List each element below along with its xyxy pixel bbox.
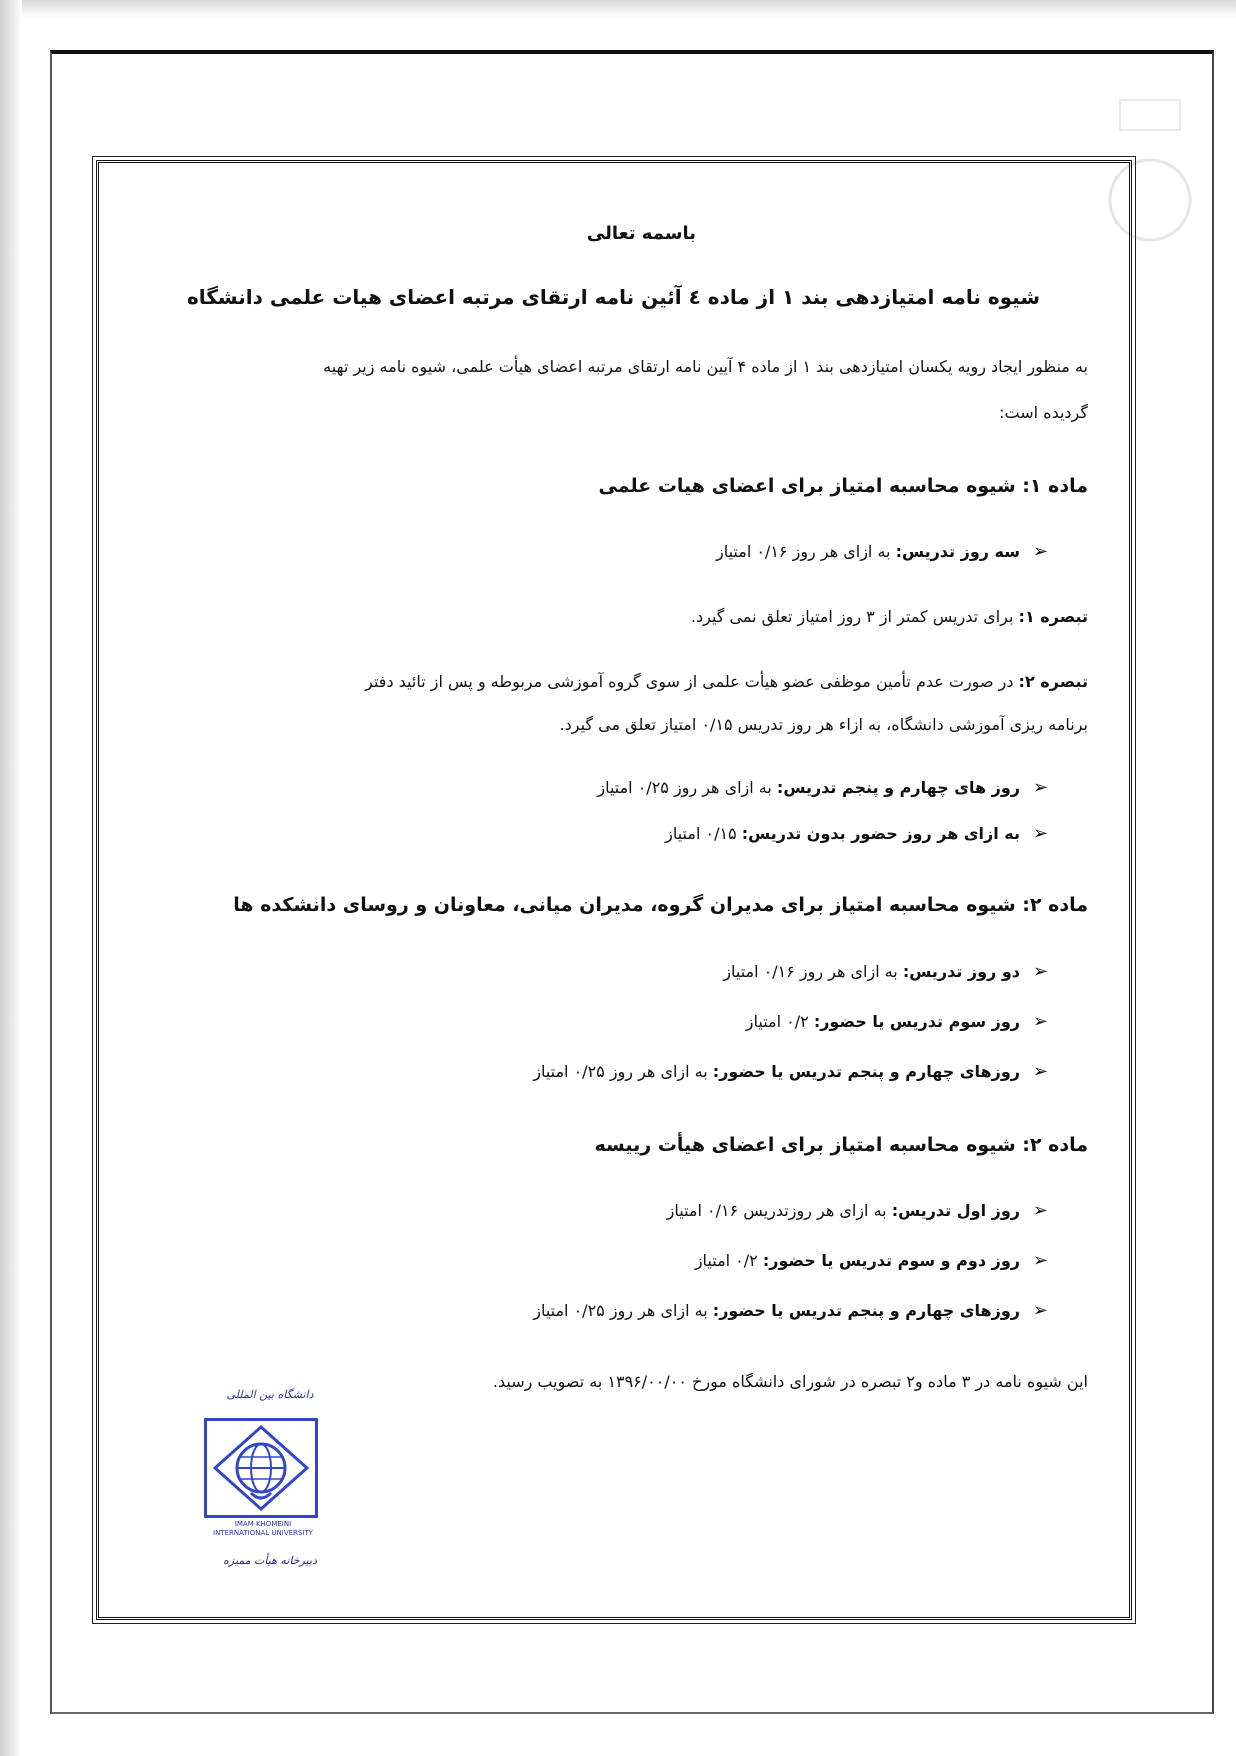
note-label: تبصره ۱: [1018,607,1088,626]
article-1-note-1 [691,605,1088,629]
bullet-text: ۰/۲ امتیاز [694,1251,763,1270]
arrow-bullet-icon: ➢ [1032,1300,1048,1321]
bullet-text: به ازای هر روزتدریس ۰/۱۶ امتیاز [666,1201,892,1220]
bullet-label: روز های چهارم و پنجم تدریس: [776,778,1020,797]
bullet-label: روزهای چهارم و پنجم تدریس یا حضور: [712,1301,1020,1320]
article-3-bullet-1 [667,1199,1048,1223]
article-1-note-2-line-2: برنامه ریزی آموزشی دانشگاه، به ازاء هر روز تدریس ۰/۱۵ امتیاز تعلق می گیرد. [559,715,1088,734]
article-2-bullet-2 [746,1010,1048,1034]
bismillah: باسمه تعالی [586,223,696,244]
document-title: شیوه نامه امتیازدهی بند ۱ از ماده ٤ آئین نامه ارتقای مرتبه اعضای هیات علمی دانشگاه [186,285,1040,309]
university-stamp [200,1380,340,1580]
article-1-bullet-3 [665,822,1048,846]
article-3-bullet-3 [533,1299,1048,1323]
article-2-bullet-1 [723,960,1048,984]
article-2-heading: ماده ۲: شیوه محاسبه امتیاز برای مدیران گروه، مدیران میانی، معاونان و روسای دانشکده ها [233,894,1088,916]
bullet-label: روز دوم و سوم تدریس یا حضور: [762,1251,1020,1270]
article-1-heading: ماده ۱: شیوه محاسبه امتیاز برای اعضای هیات علمی [598,475,1088,497]
note-text: برای تدریس کمتر از ۳ روز امتیاز تعلق نمی گیرد. [690,607,1019,626]
article-3-bullet-2 [695,1249,1048,1273]
intro-line-2: گردیده است: [999,403,1088,422]
stamp-top-text: دانشگاه بین المللی [226,1388,314,1401]
stamp-bottom-text: دبیرخانه هیأت ممیزه [223,1554,317,1567]
article-1-bullet-2 [597,776,1048,800]
closing-statement: این شیوه نامه در ۳ ماده و۲ تبصره در شورای دانشگاه مورخ ۱۳۹۶/۰۰/۰۰ به تصویب رسید. [492,1372,1088,1391]
note-text: در صورت عدم تأمین موظفی عضو هیأت علمی از سوی گروه آموزشی مربوطه و پس از تائید دفتر [365,672,1019,691]
bullet-text: به ازای هر روز ۰/۱۶ امتیاز [723,962,903,981]
globe-emblem-icon [207,1421,315,1515]
article-2-bullet-3 [533,1060,1048,1084]
intro-line-1: به منظور ایجاد رویه یکسان امتیازدهی بند ۱ از ماده ۴ آیین نامه ارتقای مرتبه اعضای هیأت علمی، شیوه نامه زیر تهیه [323,357,1088,376]
arrow-bullet-icon: ➢ [1032,823,1048,844]
arrow-bullet-icon: ➢ [1032,1061,1048,1082]
bullet-label: به ازای هر روز حضور بدون تدریس: [741,824,1020,843]
stamp-en-line-1: IMAM KHOMEINI [234,1520,292,1528]
article-1-bullet-1 [716,540,1048,564]
article-3-heading: ماده ۲: شیوه محاسبه امتیاز برای اعضای هیأت رییسه [594,1134,1088,1156]
bullet-text: ۰/۱۵ امتیاز [665,824,742,843]
stamp-en-line-2: INTERNATIONAL UNIVERSITY [213,1529,313,1537]
bullet-label: روز اول تدریس: [891,1201,1020,1220]
bullet-label: روز سوم تدریس یا حضور: [813,1012,1020,1031]
bullet-text: به ازای هر روز ۰/۲۵ امتیاز [533,1062,713,1081]
bullet-text: به ازای هر روز ۰/۲۵ امتیاز [597,778,777,797]
stamp-english-text [204,1520,322,1538]
bullet-text: به ازای هر روز ۰/۲۵ امتیاز [533,1301,713,1320]
arrow-bullet-icon: ➢ [1032,1011,1048,1032]
bullet-text: ۰/۲ امتیاز [745,1012,814,1031]
stamp-frame [204,1418,318,1518]
note-label: تبصره ۲: [1018,672,1088,691]
article-1-note-2-line-1 [365,670,1088,694]
bullet-label: روزهای چهارم و پنجم تدریس یا حضور: [712,1062,1020,1081]
arrow-bullet-icon: ➢ [1032,541,1048,562]
arrow-bullet-icon: ➢ [1032,1250,1048,1271]
bullet-text: به ازای هر روز ۰/۱۶ امتیاز [715,542,896,561]
bullet-label: سه روز تدریس: [895,542,1020,561]
arrow-bullet-icon: ➢ [1032,1200,1048,1221]
arrow-bullet-icon: ➢ [1032,961,1048,982]
arrow-bullet-icon: ➢ [1032,777,1048,798]
bullet-label: دو روز تدریس: [902,962,1020,981]
